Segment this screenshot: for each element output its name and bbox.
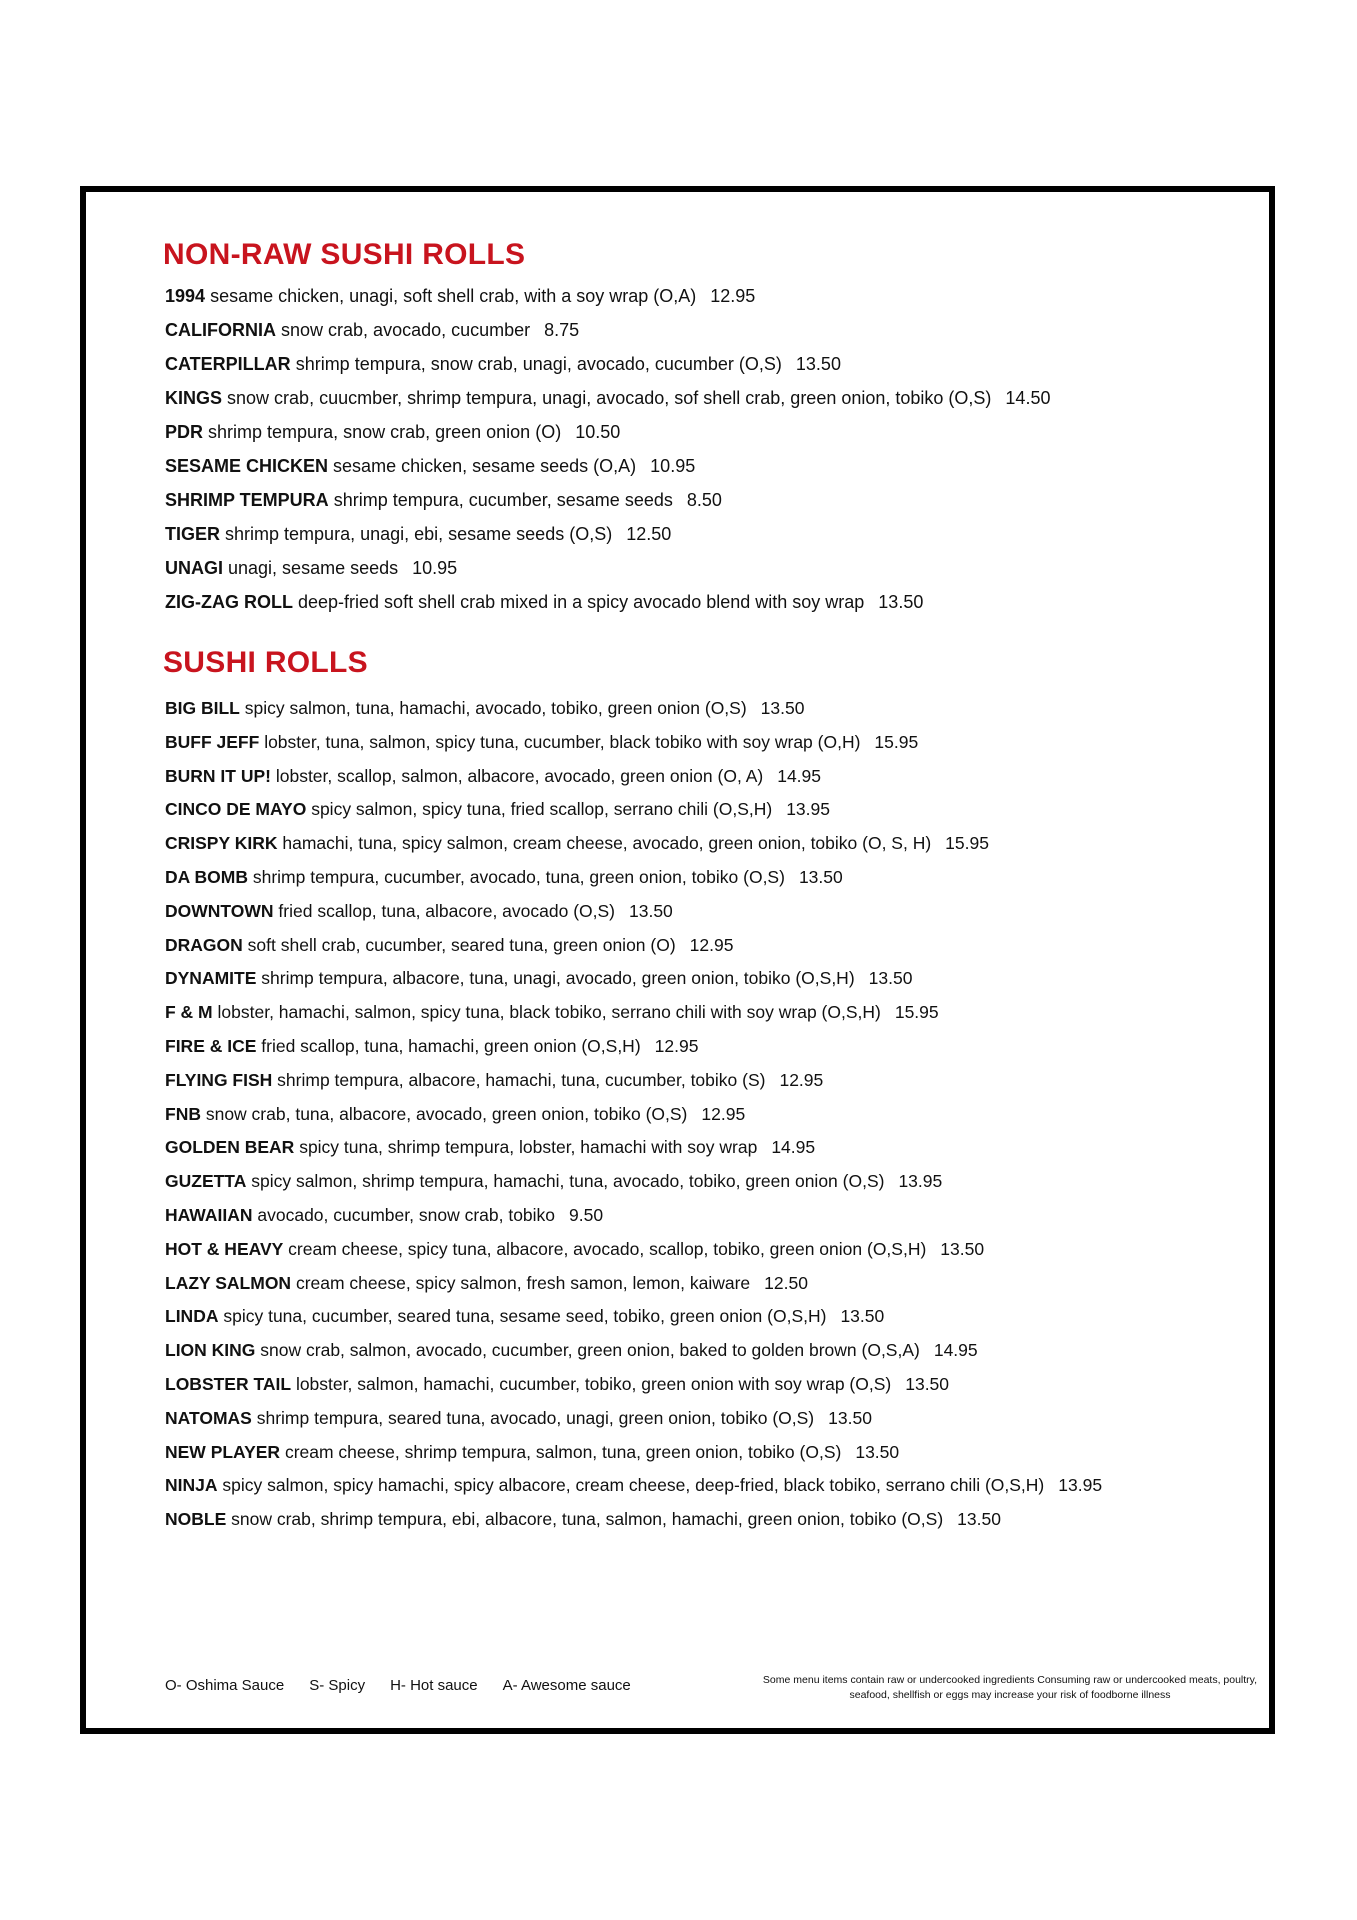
item-price: 14.50 [1005,388,1051,408]
item-name: DA BOMB [165,866,248,887]
menu-item [165,1436,1102,1470]
item-price: 8.75 [544,320,580,340]
item-description: shrimp tempura, seared tuna, avocado, unagi, green onion, tobiko (O,S) [256,1407,815,1428]
item-price: 13.50 [629,900,673,921]
item-price: 13.95 [898,1171,943,1192]
item-name: CATERPILLAR [165,354,291,374]
menu-item [165,861,1102,895]
item-description: lobster, scallop, salmon, albacore, avocado, green onion (O, A) [275,765,764,786]
item-name: HAWAIIAN [165,1204,253,1225]
item-name: F & M [165,1002,213,1023]
item-name: GOLDEN BEAR [165,1137,295,1158]
item-description: cream cheese, shrimp tempura, salmon, tuna, green onion, tobiko (O,S) [284,1441,842,1462]
item-name: BUFF JEFF [165,731,260,752]
item-name: DOWNTOWN [165,900,274,921]
sushi-rolls-list [165,692,1102,1537]
menu-item [165,1165,1102,1199]
item-name: NATOMAS [165,1407,252,1428]
menu-item [165,1469,1102,1503]
item-name: TIGER [165,524,221,544]
legend-hot-sauce: H- Hot sauce [390,1677,478,1694]
menu-item [165,347,1050,381]
item-price: 12.95 [710,286,756,306]
item-price: 13.50 [798,866,843,887]
menu-item [165,313,1050,347]
item-description: fried scallop, tuna, hamachi, green onion (O,S,H) [261,1035,641,1056]
item-price: 13.95 [1058,1475,1103,1496]
item-description: lobster, hamachi, salmon, spicy tuna, black tobiko, serrano chili with soy wrap (O,S,H) [217,1002,881,1023]
menu-item [165,1131,1102,1165]
menu-item [165,827,1102,861]
food-safety-disclaimer: Some menu items contain raw or undercooked ingredients Consuming raw or undercooked meats, poultry, seafood, shellfish or eggs may increase your risk of foodborne illness [762,1674,1258,1701]
item-description: lobster, salmon, hamachi, cucumber, tobiko, green onion with soy wrap (O,S) [295,1373,892,1394]
item-description: shrimp tempura, snow crab, green onion (O) [208,422,562,442]
item-name: SESAME CHICKEN [165,456,329,476]
item-price: 14.95 [933,1340,978,1361]
item-description: sesame chicken, sesame seeds (O,A) [333,456,637,476]
menu-item [165,793,1102,827]
non-raw-rolls-list [165,279,1050,619]
item-price: 13.50 [878,592,924,612]
item-name: LAZY SALMON [165,1272,292,1293]
menu-item [165,1199,1102,1233]
menu-item [165,1267,1102,1301]
item-description: snow crab, cuucmber, shrimp tempura, unagi, avocado, sof shell crab, green onion, tobiko (O,S) [227,388,992,408]
item-description: shrimp tempura, cucumber, avocado, tuna, green onion, tobiko (O,S) [252,866,785,887]
item-price: 15.95 [894,1002,939,1023]
item-description: spicy salmon, shrimp tempura, hamachi, tuna, avocado, tobiko, green onion (O,S) [251,1171,885,1192]
item-name: LINDA [165,1306,219,1327]
sauce-legend [165,1677,631,1694]
item-price: 14.95 [777,765,822,786]
menu-item [165,692,1102,726]
item-description: spicy tuna, cucumber, seared tuna, sesame seed, tobiko, green onion (O,S,H) [223,1306,827,1327]
item-price: 12.50 [764,1272,808,1293]
item-price: 12.95 [654,1035,699,1056]
item-description: snow crab, avocado, cucumber [281,320,531,340]
item-name: HOT & HEAVY [165,1238,284,1259]
item-description: avocado, cucumber, snow crab, tobiko [257,1204,556,1225]
item-description: spicy tuna, shrimp tempura, lobster, hamachi with soy wrap [299,1137,758,1158]
item-name: FIRE & ICE [165,1035,257,1056]
item-description: shrimp tempura, unagi, ebi, sesame seeds (O,S) [225,524,613,544]
item-description: cream cheese, spicy tuna, albacore, avocado, scallop, tobiko, green onion (O,S,H) [288,1238,927,1259]
item-description: spicy salmon, tuna, hamachi, avocado, tobiko, green onion (O,S) [244,698,747,718]
menu-item [165,895,1102,929]
section-title-sushi-rolls: SUSHI ROLLS [163,646,368,679]
item-description: hamachi, tuna, spicy salmon, cream cheese, avocado, green onion, tobiko (O, S, H) [282,833,932,854]
item-price: 14.95 [771,1137,816,1158]
item-price: 10.50 [575,422,621,442]
legend-oshima-sauce: O- Oshima Sauce [165,1677,285,1694]
item-price: 12.50 [626,524,672,544]
item-price: 13.50 [905,1373,950,1394]
item-description: snow crab, salmon, avocado, cucumber, green onion, baked to golden brown (O,S,A) [260,1340,920,1361]
item-description: soft shell crab, cucumber, seared tuna, green onion (O) [247,934,676,955]
item-price: 15.95 [945,833,989,854]
item-name: FLYING FISH [165,1069,273,1090]
menu-item [165,415,1050,449]
item-name: NINJA [165,1475,218,1496]
item-price: 13.50 [868,968,913,989]
menu-item [165,551,1050,585]
item-name: FNB [165,1103,201,1124]
item-price: 10.95 [412,558,458,578]
legend-spicy: S- Spicy [309,1677,366,1694]
menu-item [165,381,1050,415]
item-description: spicy salmon, spicy tuna, fried scallop, serrano chili (O,S,H) [311,799,773,820]
menu-item [165,279,1050,313]
menu-item [165,1334,1102,1368]
item-name: PDR [165,422,204,442]
item-name: KINGS [165,388,223,408]
menu-item [165,1300,1102,1334]
menu-item [165,962,1102,996]
menu-item [165,1368,1102,1402]
item-name: BURN IT UP! [165,765,271,786]
item-price: 13.50 [855,1441,900,1462]
menu-item [165,996,1102,1030]
item-name: BIG BILL [165,698,240,718]
item-description: shrimp tempura, albacore, hamachi, tuna, cucumber, tobiko (S) [277,1069,766,1090]
item-description: snow crab, tuna, albacore, avocado, green onion, tobiko (O,S) [205,1103,688,1124]
item-price: 15.95 [874,731,919,752]
item-price: 12.95 [701,1103,746,1124]
menu-item [165,1064,1102,1098]
item-name: NEW PLAYER [165,1441,281,1462]
item-name: DRAGON [165,934,243,955]
item-description: fried scallop, tuna, albacore, avocado (O,S) [278,900,615,921]
item-price: 13.50 [940,1238,985,1259]
item-name: 1994 [165,286,206,306]
item-price: 12.95 [779,1069,824,1090]
item-name: UNAGI [165,558,223,578]
menu-item [165,1402,1102,1436]
item-price: 13.50 [840,1306,885,1327]
item-description: snow crab, shrimp tempura, ebi, albacore, tuna, salmon, hamachi, green onion, tobiko (O,S) [231,1509,944,1530]
menu-item [165,483,1050,517]
menu-item [165,760,1102,794]
menu-item [165,1098,1102,1132]
item-price: 12.95 [689,934,734,955]
legend-awesome-sauce: A- Awesome sauce [502,1677,631,1694]
item-name: LION KING [165,1340,256,1361]
item-description: deep-fried soft shell crab mixed in a spicy avocado blend with soy wrap [298,592,865,612]
item-description: lobster, tuna, salmon, spicy tuna, cucumber, black tobiko with soy wrap (O,H) [264,731,861,752]
item-name: CINCO DE MAYO [165,799,307,820]
item-price: 8.50 [686,490,722,510]
item-name: CALIFORNIA [165,320,276,340]
item-name: CRISPY KIRK [165,833,278,854]
item-description: unagi, sesame seeds [228,558,399,578]
item-price: 10.95 [650,456,696,476]
menu-item [165,449,1050,483]
item-name: SHRIMP TEMPURA [165,490,329,510]
item-description: shrimp tempura, snow crab, unagi, avocado, cucumber (O,S) [295,354,782,374]
item-name: ZIG-ZAG ROLL [165,592,293,612]
item-name: NOBLE [165,1509,227,1530]
menu-item [165,929,1102,963]
item-price: 13.50 [760,698,805,718]
menu-item [165,517,1050,551]
menu-item [165,726,1102,760]
item-description: spicy salmon, spicy hamachi, spicy albacore, cream cheese, deep-fried, black tobiko, serrano chili (O,S,H) [222,1475,1045,1496]
item-price: 13.50 [795,354,841,374]
item-price: 9.50 [569,1204,604,1225]
item-price: 13.50 [828,1407,872,1428]
item-name: GUZETTA [165,1171,247,1192]
section-title-non-raw: NON-RAW SUSHI ROLLS [163,238,526,271]
item-price: 13.50 [957,1509,1001,1530]
menu-item [165,585,1050,619]
item-description: shrimp tempura, albacore, tuna, unagi, avocado, green onion, tobiko (O,S,H) [261,968,855,989]
item-price: 13.95 [786,799,830,820]
menu-item [165,1030,1102,1064]
item-description: sesame chicken, unagi, soft shell crab, with a soy wrap (O,A) [210,286,697,306]
item-name: LOBSTER TAIL [165,1373,292,1394]
item-name: DYNAMITE [165,968,257,989]
menu-item [165,1233,1102,1267]
menu-item [165,1503,1102,1537]
item-description: shrimp tempura, cucumber, sesame seeds [333,490,673,510]
item-description: cream cheese, spicy salmon, fresh samon, lemon, kaiware [295,1272,751,1293]
